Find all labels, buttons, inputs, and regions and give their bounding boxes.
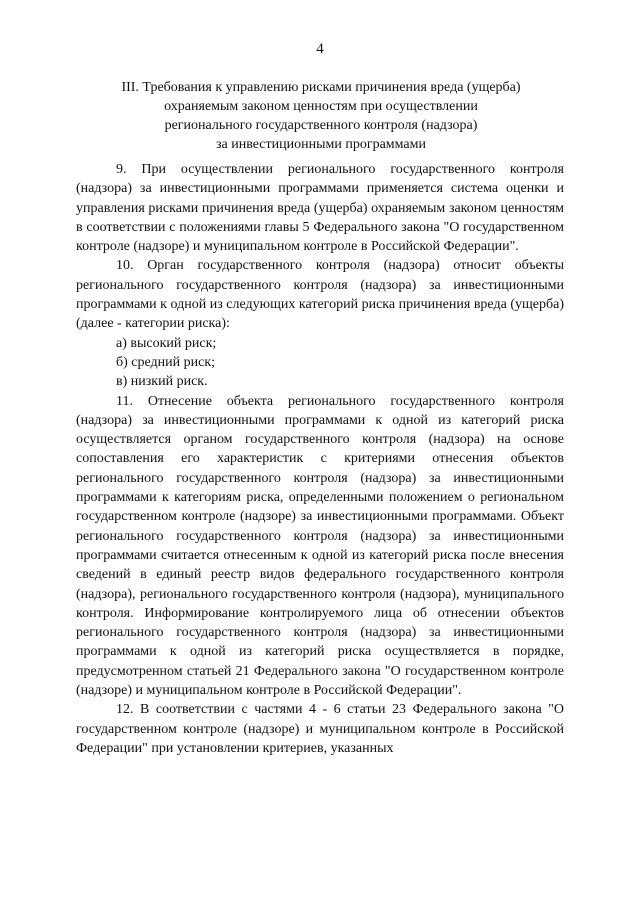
list-item-high-risk: а) высокий риск; [116, 335, 217, 351]
page-number: 4 [316, 41, 324, 57]
paragraph-12: 12. В соответствии с частями 4 - 6 статьи 23 Федерального закона "О государственном контроле (надзоре) и муниципальном контроле в Российской Федерации" при установлении критериев, указанных [76, 702, 564, 756]
section-title-line: регионального государственного контроля (надзора) [164, 118, 478, 133]
section-title-line: III. Требования к управлению рисками причинения вреда (ущерба) [121, 80, 521, 95]
paragraph-10: 10. Орган государственного контроля (надзора) относит объекты регионального государственного контроля (надзора) за инвестиционными программами к одной из следующих категорий риска причинения вреда (ущерба) (далее - категории риска): [76, 258, 564, 332]
paragraph-9: 9. При осуществлении регионального государственного контроля (надзора) за инвестиционными программами применяется система оценки и управления рисками причинения вреда (ущерба) охраняемым законом ценностям в соответствии с положениями главы 5 Федерального закона "О государственном контроле (надзоре) и муниципальном контроле в Российской Федерации". [76, 162, 564, 255]
section-title-line: охраняемым законом ценностям при осуществлении [164, 99, 478, 114]
paragraph-11: 11. Отнесение объекта регионального государственного контроля (надзора) за инвестиционными программами к одной из категорий риска осуществляется органом государственного контроля (надзора) на основе сопоставления его характеристик с критериями отнесения объектов регионального государственного контроля (надзора) за инвестиционными программами к категориям риска, определенными положением о региональном государственном контроле (надзоре) за инвестиционными программами. Объект регионального государственного контроля (надзора) за инвестиционными программами считается отнесенным к одной из категорий риска после внесения сведений в единый реестр видов федерального государственного контроля (надзора), регионального государственного контроля (надзора), муниципального контроля. Информирование контролируемого лица об отнесении объектов регионального государственного контроля (надзора) за инвестиционными программами к одной из категорий риска осуществляется в порядке, предусмотренном статьей 21 Федерального закона "О государственном контроле (надзоре) и муниципальном контроле в Российской Федерации". [76, 393, 564, 699]
section-title-line: за инвестиционными программами [215, 137, 426, 152]
list-item-medium-risk: б) средний риск; [116, 354, 216, 370]
document-body [76, 160, 564, 758]
list-item-low-risk: в) низкий риск. [116, 374, 208, 390]
section-title [76, 78, 566, 154]
